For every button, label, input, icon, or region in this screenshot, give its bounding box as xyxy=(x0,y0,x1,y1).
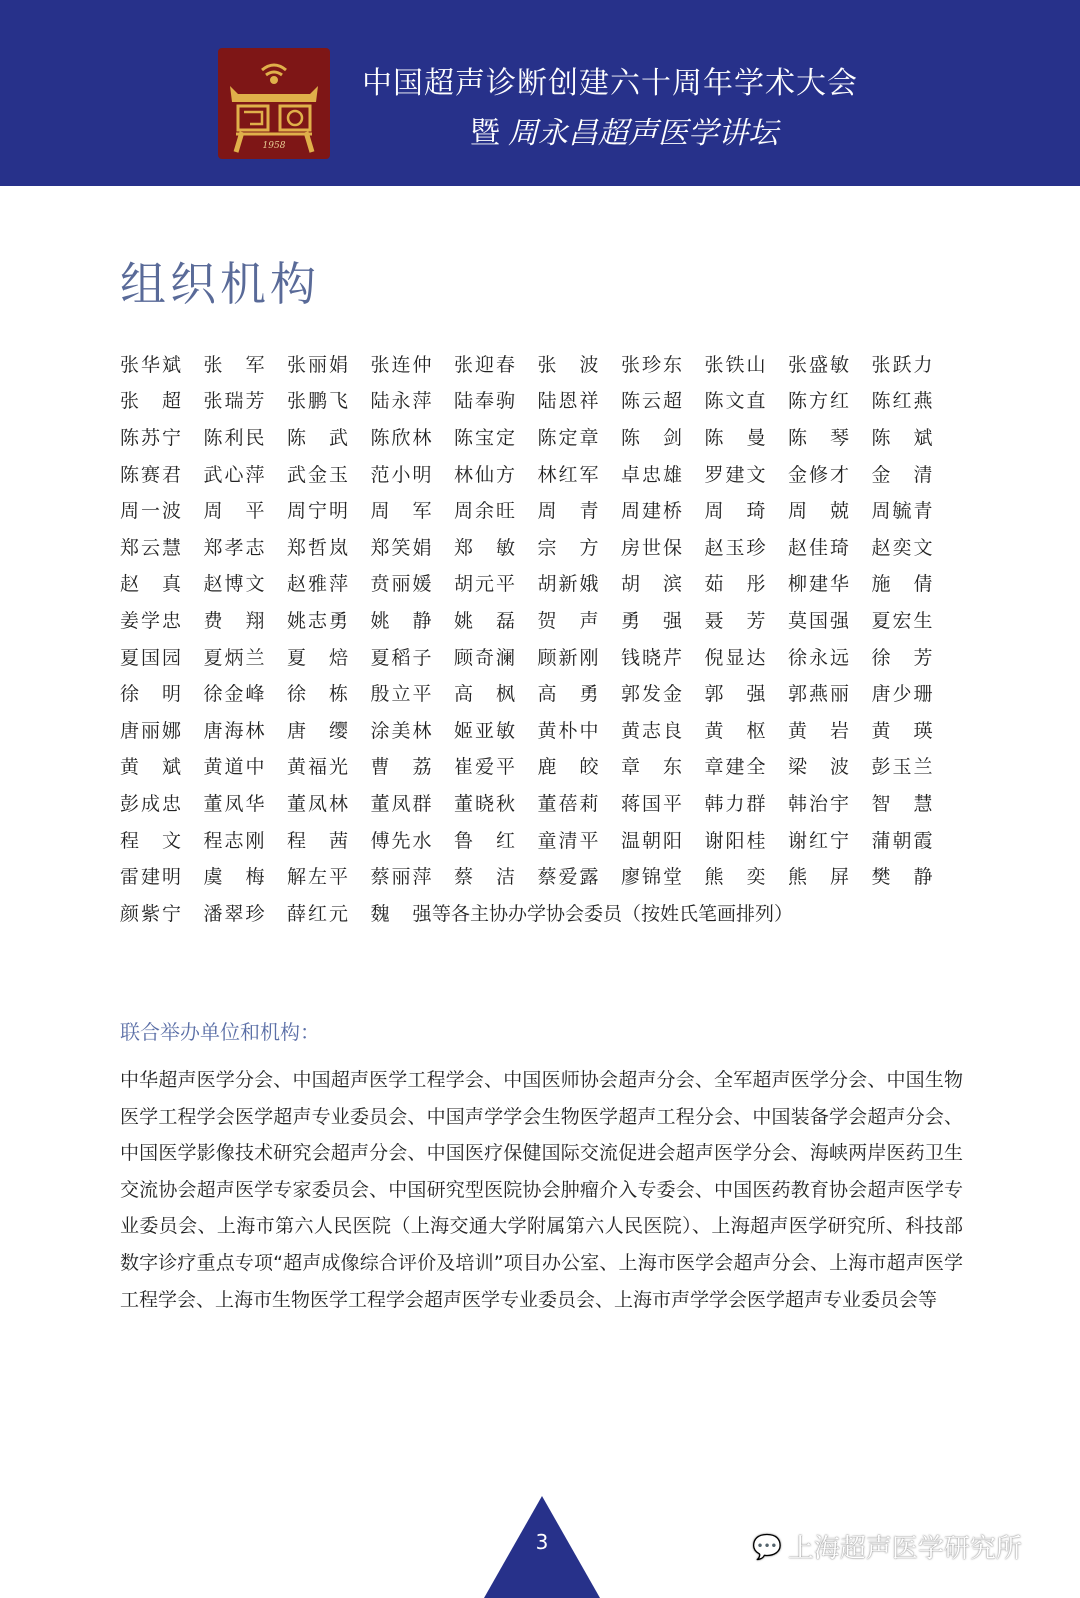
member-name: 樊静 xyxy=(871,866,933,889)
member-name: 涂美林 xyxy=(370,719,432,742)
member-name: 黄朴中 xyxy=(537,719,599,742)
member-name: 韩治宇 xyxy=(788,792,849,815)
member-name: 董晓秋 xyxy=(454,792,515,815)
member-name: 曹荔 xyxy=(370,756,432,779)
name-row xyxy=(120,601,960,638)
member-name: 周一波 xyxy=(120,500,181,523)
name-row xyxy=(120,674,960,711)
member-name: 薛红元 xyxy=(287,902,348,925)
member-name: 程茜 xyxy=(287,829,348,852)
member-name: 张军 xyxy=(203,353,265,376)
member-name: 陈宝定 xyxy=(454,426,515,449)
member-name: 傅先水 xyxy=(370,829,432,852)
member-name: 黄志良 xyxy=(621,719,682,742)
member-name: 张珍东 xyxy=(621,353,682,376)
name-row xyxy=(120,528,960,565)
member-name: 姚志勇 xyxy=(287,609,348,632)
member-name: 黄斌 xyxy=(120,756,181,779)
name-row xyxy=(120,711,960,748)
member-name: 虞梅 xyxy=(203,866,265,889)
member-name: 施倩 xyxy=(871,573,933,596)
member-name: 章建全 xyxy=(704,756,766,779)
member-name: 蒋国平 xyxy=(621,792,682,815)
member-name: 柳建华 xyxy=(788,573,849,596)
member-name: 卓忠雄 xyxy=(621,463,682,486)
names-note: 等各主协办学协会委员（按姓氏笔画排列） xyxy=(432,902,794,925)
member-name: 陈云超 xyxy=(621,390,682,413)
member-name: 陆永萍 xyxy=(370,390,432,413)
member-name: 徐金峰 xyxy=(203,683,265,706)
name-row xyxy=(120,345,960,382)
member-name: 武金玉 xyxy=(287,463,348,486)
member-name: 张丽娟 xyxy=(287,353,348,376)
name-row xyxy=(120,857,960,894)
member-name: 陈红燕 xyxy=(871,390,933,413)
member-name: 黄福光 xyxy=(287,756,348,779)
member-name: 赵博文 xyxy=(203,573,265,596)
member-name: 陈文直 xyxy=(704,390,766,413)
member-name: 陆恩祥 xyxy=(537,390,599,413)
page-title: 组织机构 xyxy=(120,257,320,311)
member-name: 郑敏 xyxy=(454,536,515,559)
member-name: 张鹏飞 xyxy=(287,390,348,413)
logo-year: 1958 xyxy=(262,141,286,151)
member-name: 张连仲 xyxy=(370,353,432,376)
member-name: 周青 xyxy=(537,500,599,523)
member-name: 周琦 xyxy=(704,500,766,523)
member-name: 夏稻子 xyxy=(370,646,432,669)
member-name: 胡新娥 xyxy=(537,573,599,596)
name-row xyxy=(120,418,960,455)
member-name: 夏炳兰 xyxy=(203,646,265,669)
member-name: 谢阳桂 xyxy=(704,829,766,852)
member-name: 顾奇澜 xyxy=(454,646,515,669)
member-name: 贺声 xyxy=(537,609,599,632)
subtitle-lecture: 周永昌超声医学讲坛 xyxy=(508,116,778,151)
member-name: 谢红宁 xyxy=(788,829,849,852)
member-name: 陈斌 xyxy=(871,426,933,449)
member-name: 勇强 xyxy=(621,609,682,632)
member-name: 郭发金 xyxy=(621,683,682,706)
member-name: 程文 xyxy=(120,829,181,852)
member-name: 赵真 xyxy=(120,573,181,596)
member-name: 彭玉兰 xyxy=(871,756,933,779)
member-name: 姜学忠 xyxy=(120,609,181,632)
member-name: 陈苏宁 xyxy=(120,426,181,449)
member-name: 张跃力 xyxy=(871,353,933,376)
member-name: 黄枢 xyxy=(704,719,766,742)
member-name: 熊屏 xyxy=(788,866,849,889)
member-name: 雷建明 xyxy=(120,866,181,889)
member-name: 董凤林 xyxy=(287,792,348,815)
member-name: 林仙方 xyxy=(454,463,515,486)
member-name: 茹彤 xyxy=(704,573,766,596)
member-name: 周军 xyxy=(370,500,432,523)
member-name: 夏国园 xyxy=(120,646,181,669)
member-name: 郑笑娟 xyxy=(370,536,432,559)
member-name: 赵佳琦 xyxy=(788,536,849,559)
member-name: 熊奕 xyxy=(704,866,766,889)
member-name: 房世保 xyxy=(621,536,682,559)
co-organizers-text: 中华超声医学分会、中国超声医学工程学会、中国医师协会超声分会、全军超声医学分会、中国生物医学工程学会医学超声专业委员会、中国声学学会生物医学超声工程分会、中国装备学会超声分会、中国医学影像技术研究会超声分会、中国医疗保健国际交流促进会超声医学分会、海峡两岸医药卫生交流协会超声医学专家委员会、中国研究型医院协会肿瘤介入专委会、中国医药教育协会超声医学专业委员会、上海市第六人民医院（上海交通大学附属第六人民医院）、上海超声医学研究所、科技部数字诊疗重点专项“超声成像综合评价及培训”项目办公室、上海市医学会超声分会、上海市超声医学工程学会、上海市生物医学工程学会超声医学专业委员会、上海市声学学会医学超声专业委员会等 xyxy=(120,1069,963,1311)
member-name: 徐永远 xyxy=(788,646,849,669)
member-name: 莫国强 xyxy=(788,609,849,632)
member-name: 陈曼 xyxy=(704,426,766,449)
name-row xyxy=(120,784,960,821)
member-name: 周平 xyxy=(203,500,265,523)
member-name: 陆奉驹 xyxy=(454,390,515,413)
member-name: 章东 xyxy=(621,756,682,779)
name-row xyxy=(120,821,960,858)
co-organizers-title: 联合举办单位和机构： xyxy=(120,1020,320,1044)
member-name: 陈定章 xyxy=(537,426,599,449)
member-name: 张迎春 xyxy=(454,353,515,376)
member-name: 郭燕丽 xyxy=(788,683,849,706)
member-name: 陈利民 xyxy=(203,426,265,449)
member-name: 蔡洁 xyxy=(454,866,515,889)
member-name: 金修才 xyxy=(788,463,849,486)
member-name: 郑孝志 xyxy=(203,536,265,559)
member-name: 宗方 xyxy=(537,536,599,559)
member-name: 徐芳 xyxy=(871,646,933,669)
page-number: 3 xyxy=(535,1530,549,1554)
conference-title: 中国超声诊断创建六十周年学术大会 xyxy=(362,66,858,101)
member-name: 赵雅萍 xyxy=(287,573,348,596)
member-name: 黄岩 xyxy=(788,719,849,742)
member-name: 姬亚敏 xyxy=(454,719,515,742)
member-name: 陈赛君 xyxy=(120,463,181,486)
member-name: 智慧 xyxy=(871,792,933,815)
member-name: 夏宏生 xyxy=(871,609,933,632)
member-name: 殷立平 xyxy=(370,683,432,706)
name-row xyxy=(120,382,960,419)
member-name: 郑哲岚 xyxy=(287,536,348,559)
member-name: 陈欣林 xyxy=(370,426,432,449)
member-name: 梁波 xyxy=(788,756,849,779)
member-name: 夏焙 xyxy=(287,646,348,669)
member-name: 陈剑 xyxy=(621,426,682,449)
member-name: 张盛敏 xyxy=(788,353,849,376)
member-name: 范小明 xyxy=(370,463,432,486)
member-name: 胡滨 xyxy=(621,573,682,596)
member-name: 韩力群 xyxy=(704,792,766,815)
member-name: 唐少珊 xyxy=(871,683,933,706)
member-name: 唐缨 xyxy=(287,719,348,742)
member-name: 蔡丽萍 xyxy=(370,866,432,889)
member-name: 黄道中 xyxy=(203,756,265,779)
member-name: 周宁明 xyxy=(287,500,348,523)
name-row xyxy=(120,565,960,602)
member-name: 周余旺 xyxy=(454,500,515,523)
conference-logo xyxy=(218,48,330,159)
member-name: 蔡爱露 xyxy=(537,866,599,889)
member-name: 顾新刚 xyxy=(537,646,599,669)
member-name: 解左平 xyxy=(287,866,348,889)
name-row xyxy=(120,455,960,492)
member-name: 陈方红 xyxy=(788,390,849,413)
member-name: 崔爱平 xyxy=(454,756,515,779)
member-name: 张超 xyxy=(120,390,181,413)
member-name: 徐明 xyxy=(120,683,181,706)
member-name: 高枫 xyxy=(454,683,515,706)
member-name: 贲丽媛 xyxy=(370,573,432,596)
member-name: 钱晓芹 xyxy=(621,646,682,669)
member-name: 胡元平 xyxy=(454,573,515,596)
member-name: 赵玉珍 xyxy=(704,536,766,559)
member-name: 张瑞芳 xyxy=(203,390,265,413)
watermark-text: 上海超声医学研究所 xyxy=(787,1534,1022,1564)
member-name: 武心萍 xyxy=(203,463,265,486)
member-name: 罗建文 xyxy=(704,463,766,486)
member-name: 廖锦堂 xyxy=(621,866,682,889)
member-name: 张华斌 xyxy=(120,353,181,376)
member-name: 姚磊 xyxy=(454,609,515,632)
member-name: 姚静 xyxy=(370,609,432,632)
name-row xyxy=(120,748,960,785)
organizer-name-list xyxy=(120,345,960,931)
member-name: 陈琴 xyxy=(788,426,849,449)
member-name: 聂芳 xyxy=(704,609,766,632)
header-banner xyxy=(0,0,1080,186)
member-name: 彭成忠 xyxy=(120,792,181,815)
member-name: 董凤群 xyxy=(370,792,432,815)
member-name: 颜紫宁 xyxy=(120,902,181,925)
member-name: 周毓青 xyxy=(871,500,933,523)
member-name: 张波 xyxy=(537,353,599,376)
member-name: 郭强 xyxy=(704,683,766,706)
member-name: 周建桥 xyxy=(621,500,682,523)
member-name: 董凤华 xyxy=(203,792,265,815)
member-name: 潘翠珍 xyxy=(203,902,265,925)
member-name: 黄瑛 xyxy=(871,719,933,742)
member-name: 童清平 xyxy=(537,829,599,852)
member-name: 陈武 xyxy=(287,426,348,449)
member-name: 蒲朝霞 xyxy=(871,829,933,852)
member-name: 温朝阳 xyxy=(621,829,682,852)
member-name: 董蓓莉 xyxy=(537,792,599,815)
member-name: 鲁红 xyxy=(454,829,515,852)
member-name: 张铁山 xyxy=(704,353,766,376)
member-name: 周兢 xyxy=(788,500,849,523)
member-name: 费翔 xyxy=(203,609,265,632)
member-name: 赵奕文 xyxy=(871,536,933,559)
member-name: 徐栋 xyxy=(287,683,348,706)
member-name: 金清 xyxy=(871,463,933,486)
member-name: 魏强 xyxy=(370,902,432,925)
member-name: 程志刚 xyxy=(203,829,265,852)
name-row xyxy=(120,638,960,675)
member-name: 郑云慧 xyxy=(120,536,181,559)
name-row xyxy=(120,894,960,931)
member-name: 鹿皎 xyxy=(537,756,599,779)
member-name: 高勇 xyxy=(537,683,599,706)
wechat-icon: 💬 xyxy=(752,1532,782,1561)
member-name: 唐海林 xyxy=(203,719,265,742)
subtitle-prefix: 暨 xyxy=(470,116,500,151)
name-row xyxy=(120,491,960,528)
member-name: 唐丽娜 xyxy=(120,719,181,742)
conference-subtitle xyxy=(470,108,778,152)
member-name: 林红军 xyxy=(537,463,599,486)
watermark xyxy=(752,1528,1022,1565)
member-name: 倪显达 xyxy=(704,646,766,669)
